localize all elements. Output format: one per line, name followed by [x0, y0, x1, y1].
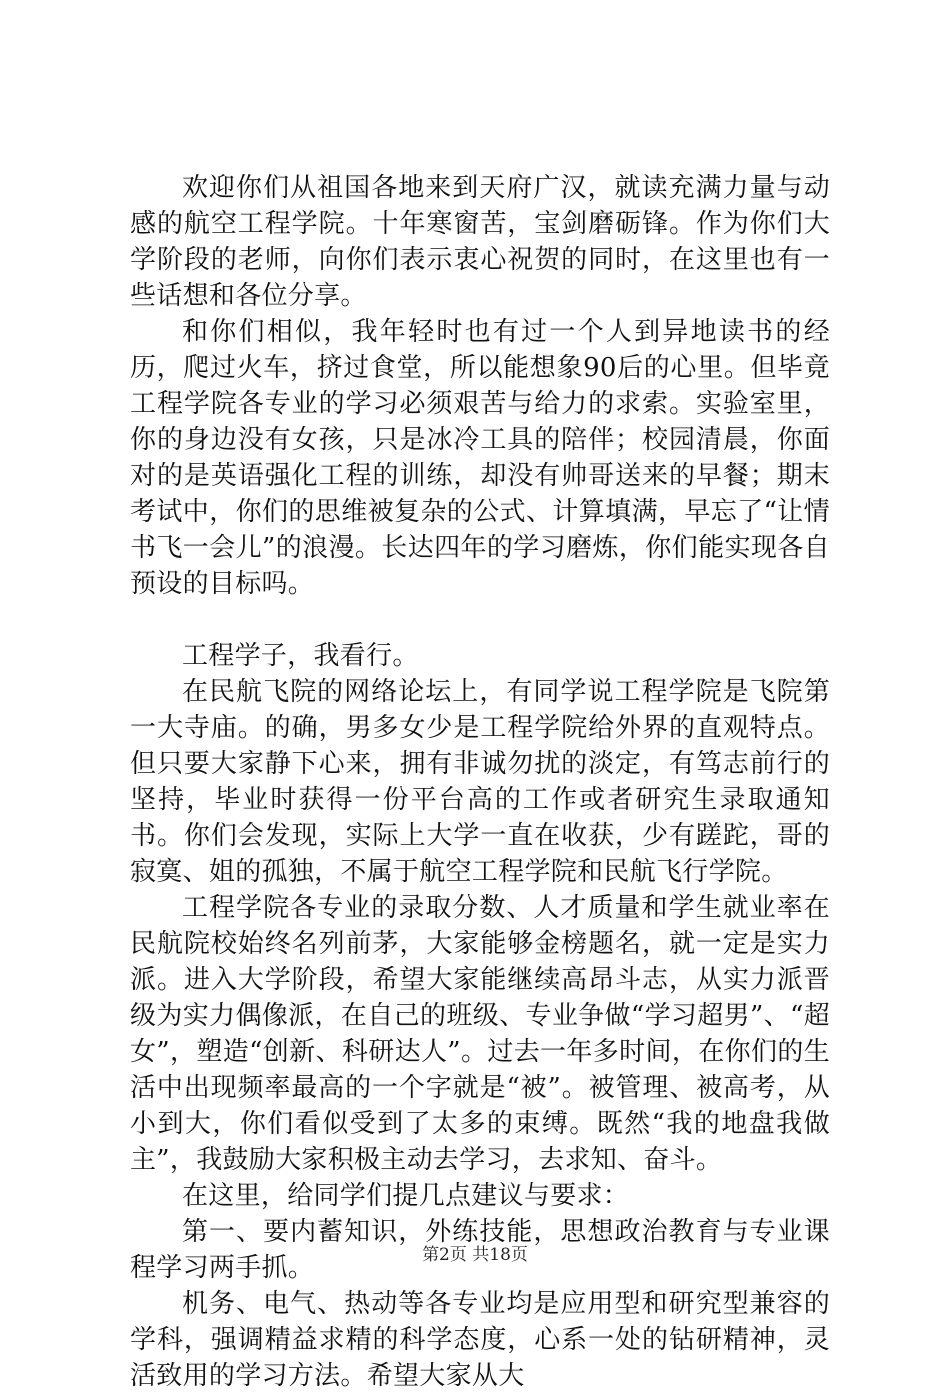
- paragraph-experience: 和你们相似，我年轻时也有过一个人到异地读书的经历，爬过火车，挤过食堂，所以能想象90后的心里。但毕竟工程学院各专业的学习必须艰苦与给力的求索。实验室里，你的身边没有女孩，只是冰冷工具的陪伴；校园清晨，你面对的是英语强化工程的训练，却没有帅哥送来的早餐；期末考试中，你们的思维被复杂的公式、计算填满，早忘了“让情书飞一会儿”的浪漫。长达四年的学习磨炼，你们能实现各自预设的目标吗。: [130, 317, 830, 599]
- page-footer: 第2页 共18页: [422, 1245, 528, 1265]
- paragraph-welcome: 欢迎你们从祖国各地来到天府广汉，就读充满力量与动感的航空工程学院。十年寒窗苦，宝剑磨砺锋。作为你们大学阶段的老师，向你们表示衷心祝贺的同时，在这里也有一些话想和各位分享。: [130, 173, 830, 311]
- paragraph-forum: 在民航飞院的网络论坛上，有同学说工程学院是飞院第一大寺庙。的确，男多女少是工程学院给外界的直观特点。但只要大家静下心来，拥有非诚勿扰的淡定，有笃志前行的坚持，毕业时获得一份平台高的工作或者研究生录取通知书。你们会发现，实际上大学一直在收获，少有蹉跎，哥的寂寞、姐的孤独，不属于航空工程学院和民航飞行学院。: [130, 677, 830, 887]
- paragraph-engineering-students: 工程学子，我看行。: [182, 641, 419, 671]
- paragraph-suggestions-intro: 在这里，给同学们提几点建议与要求：: [182, 1181, 630, 1211]
- paragraph-first-point: 第一、要内蓄知识，外练技能，思想政治教育与专业课程学习两手抓。: [130, 1217, 830, 1283]
- paragraph-majors: 机务、电气、热动等各专业均是应用型和研究型兼容的学科，强调精益求精的科学态度，心系一处的钻研精神，灵活致用的学习方法。希望大家从大: [130, 1289, 830, 1391]
- paragraph-admission: 工程学院各专业的录取分数、人才质量和学生就业率在民航院校始终名列前茅，大家能够金榜题名，就一定是实力派。进入大学阶段，希望大家能继续高昂斗志，从实力派晋级为实力偶像派，在自己的班级、专业争做“学习超男”、“超女”，塑造“创新、科研达人”。过去一年多时间，在你们的生活中出现频率最高的一个字就是“被”。被管理、被高考，从小到大，你们看似受到了太多的束缚。既然“我的地盘我做主”，我鼓励大家积极主动去学习，去求知、奋斗。: [130, 893, 830, 1175]
- document-body: [130, 170, 830, 1394]
